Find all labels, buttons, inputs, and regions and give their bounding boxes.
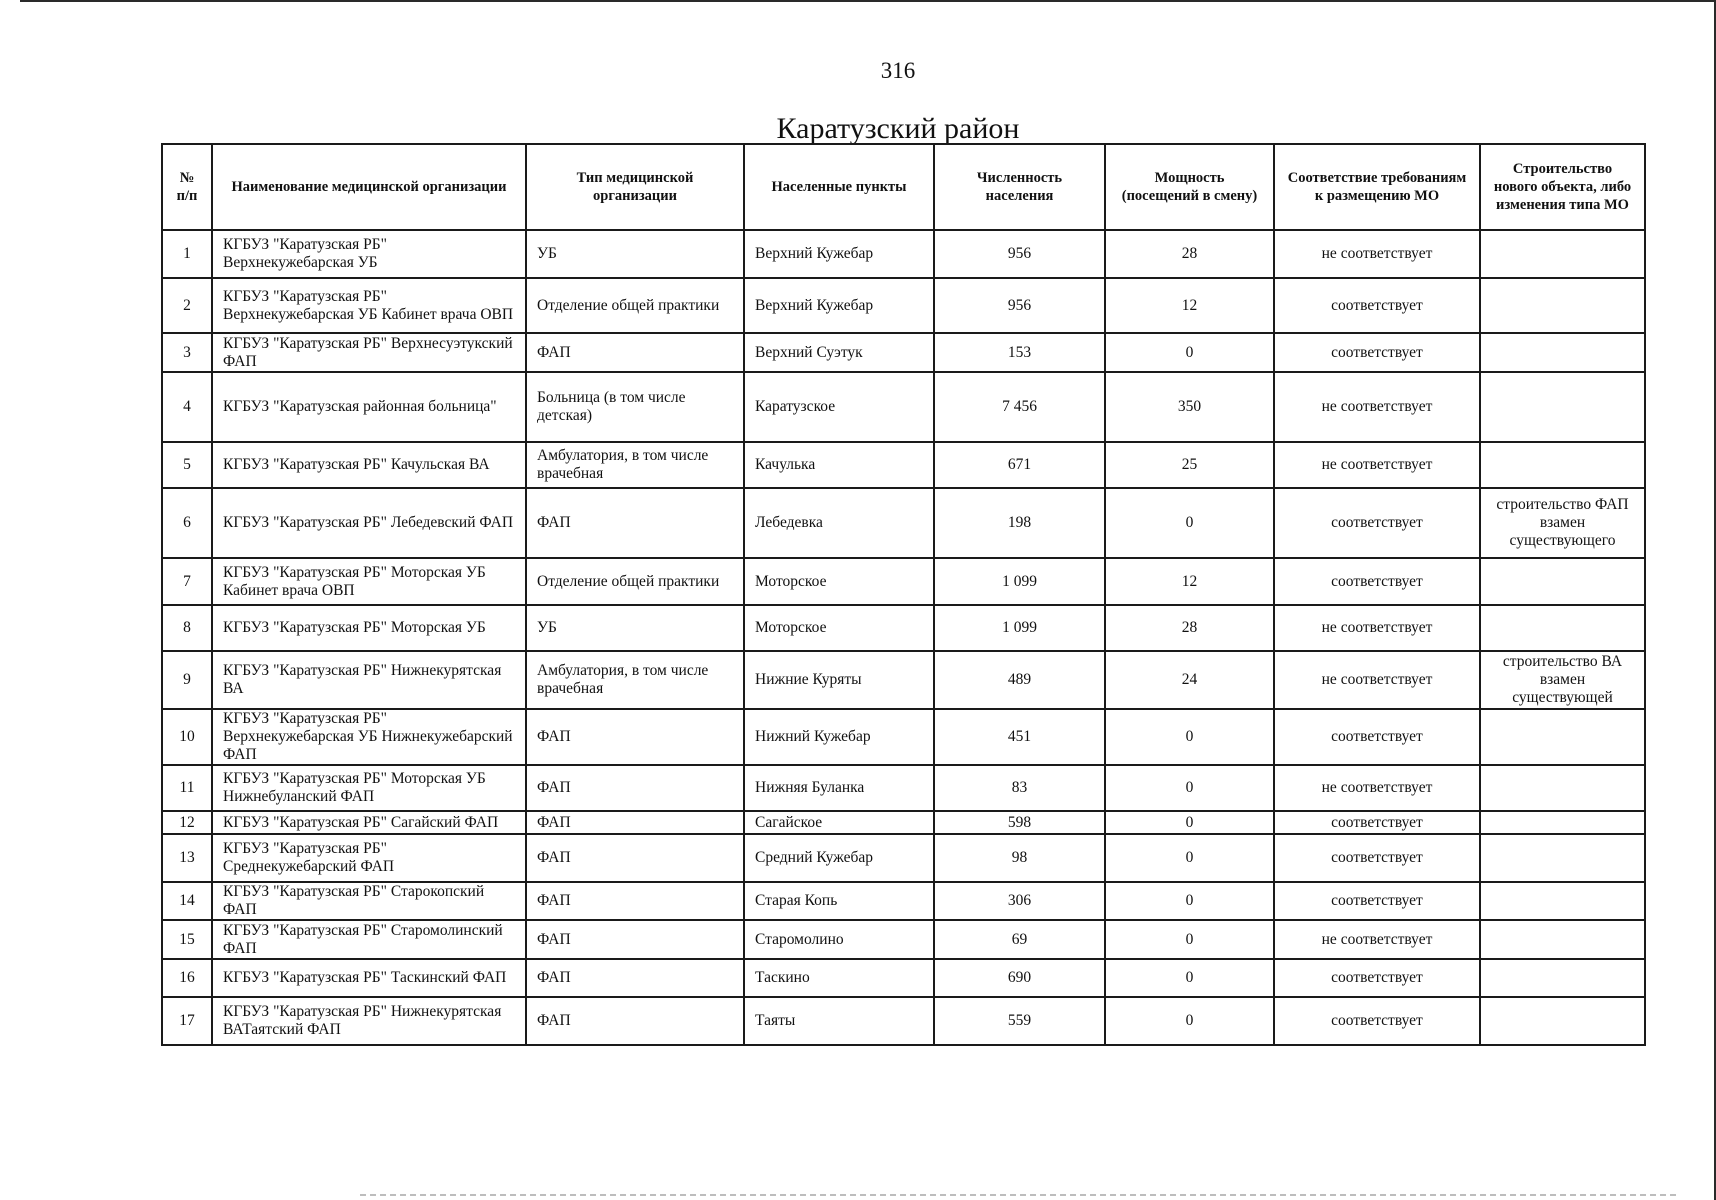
cell-capacity: 28 <box>1105 605 1274 651</box>
cell-number: 5 <box>162 442 212 488</box>
cell-settlement: Нижний Кужебар <box>744 709 934 765</box>
cell-population: 98 <box>934 834 1105 882</box>
cell-construction <box>1480 558 1645 605</box>
cell-construction: строительство ФАП взамен существующего <box>1480 488 1645 558</box>
cell-population: 690 <box>934 959 1105 997</box>
header-settlements: Населенные пункты <box>744 144 934 230</box>
cell-number: 4 <box>162 372 212 442</box>
cell-compliance: не соответствует <box>1274 372 1480 442</box>
cell-number: 3 <box>162 333 212 372</box>
cell-construction <box>1480 278 1645 333</box>
cell-capacity: 0 <box>1105 488 1274 558</box>
cell-organization-name: КГБУЗ "Каратузская районная больница" <box>212 372 526 442</box>
cell-construction <box>1480 605 1645 651</box>
cell-capacity: 12 <box>1105 278 1274 333</box>
cell-construction <box>1480 333 1645 372</box>
cell-settlement: Таяты <box>744 997 934 1045</box>
cell-construction <box>1480 709 1645 765</box>
cell-organization-name: КГБУЗ "Каратузская РБ" Нижнекурятская ВАТаятский ФАП <box>212 997 526 1045</box>
page-number: 316 <box>880 58 916 83</box>
cell-construction: строительство ВА взамен существующей <box>1480 651 1645 709</box>
cell-compliance: не соответствует <box>1274 765 1480 811</box>
cell-settlement: Таскино <box>744 959 934 997</box>
cell-number: 10 <box>162 709 212 765</box>
cell-organization-type: Отделение общей практики <box>526 278 744 333</box>
cell-population: 83 <box>934 765 1105 811</box>
cell-organization-name: КГБУЗ "Каратузская РБ" Верхнекужебарская УБ <box>212 230 526 278</box>
cell-settlement: Каратузское <box>744 372 934 442</box>
cell-organization-name: КГБУЗ "Каратузская РБ" Старокопский ФАП <box>212 882 526 920</box>
table-row <box>162 959 1645 997</box>
cell-capacity: 0 <box>1105 811 1274 834</box>
cell-compliance: соответствует <box>1274 558 1480 605</box>
cell-compliance: соответствует <box>1274 997 1480 1045</box>
cell-population: 956 <box>934 278 1105 333</box>
cell-construction <box>1480 834 1645 882</box>
table-row <box>162 372 1645 442</box>
cell-settlement: Старомолино <box>744 920 934 959</box>
cell-population: 956 <box>934 230 1105 278</box>
cell-compliance: не соответствует <box>1274 230 1480 278</box>
table-row <box>162 920 1645 959</box>
cell-settlement: Моторское <box>744 558 934 605</box>
cell-capacity: 12 <box>1105 558 1274 605</box>
scan-border-top <box>20 0 1716 2</box>
cell-organization-name: КГБУЗ "Каратузская РБ" Моторская УБ Нижнебуланский ФАП <box>212 765 526 811</box>
cell-compliance: соответствует <box>1274 488 1480 558</box>
cell-construction <box>1480 765 1645 811</box>
cell-organization-name: КГБУЗ "Каратузская РБ" Верхнекужебарская УБ Кабинет врача ОВП <box>212 278 526 333</box>
medical-organizations-table <box>161 143 1646 1046</box>
cell-number: 17 <box>162 997 212 1045</box>
cell-construction <box>1480 442 1645 488</box>
cell-settlement: Верхний Суэтук <box>744 333 934 372</box>
cell-organization-type: ФАП <box>526 882 744 920</box>
table-row <box>162 333 1645 372</box>
cell-organization-name: КГБУЗ "Каратузская РБ" Сагайский ФАП <box>212 811 526 834</box>
header-organization-name: Наименование медицинской организации <box>212 144 526 230</box>
cell-number: 13 <box>162 834 212 882</box>
cell-compliance: соответствует <box>1274 882 1480 920</box>
cell-settlement: Верхний Кужебар <box>744 230 934 278</box>
cell-capacity: 24 <box>1105 651 1274 709</box>
cell-construction <box>1480 230 1645 278</box>
header-capacity: Мощность (посещений в смену) <box>1105 144 1274 230</box>
cell-organization-type: ФАП <box>526 997 744 1045</box>
cell-capacity: 0 <box>1105 920 1274 959</box>
table-row <box>162 765 1645 811</box>
cell-organization-type: УБ <box>526 230 744 278</box>
cell-capacity: 0 <box>1105 882 1274 920</box>
table-row <box>162 442 1645 488</box>
cell-settlement: Моторское <box>744 605 934 651</box>
cell-number: 14 <box>162 882 212 920</box>
table-row <box>162 651 1645 709</box>
cell-population: 198 <box>934 488 1105 558</box>
cell-compliance: соответствует <box>1274 278 1480 333</box>
cell-capacity: 0 <box>1105 997 1274 1045</box>
cell-settlement: Сагайское <box>744 811 934 834</box>
scan-artifact-bottom <box>360 1194 1676 1196</box>
cell-compliance: соответствует <box>1274 834 1480 882</box>
cell-construction <box>1480 372 1645 442</box>
header-construction: Строительство нового объекта, либо изменения типа МО <box>1480 144 1645 230</box>
cell-organization-type: ФАП <box>526 488 744 558</box>
cell-population: 7 456 <box>934 372 1105 442</box>
cell-population: 69 <box>934 920 1105 959</box>
table-row <box>162 997 1645 1045</box>
header-number: № п/п <box>162 144 212 230</box>
cell-organization-name: КГБУЗ "Каратузская РБ" Верхнесуэтукский ФАП <box>212 333 526 372</box>
cell-organization-name: КГБУЗ "Каратузская РБ" Нижнекурятская ВА <box>212 651 526 709</box>
cell-compliance: соответствует <box>1274 333 1480 372</box>
header-population: Численность населения <box>934 144 1105 230</box>
table-row <box>162 230 1645 278</box>
cell-settlement: Верхний Кужебар <box>744 278 934 333</box>
cell-organization-type: Амбулатория, в том числе врачебная <box>526 651 744 709</box>
cell-settlement: Лебедевка <box>744 488 934 558</box>
cell-population: 489 <box>934 651 1105 709</box>
cell-capacity: 0 <box>1105 765 1274 811</box>
cell-capacity: 0 <box>1105 959 1274 997</box>
table-row <box>162 488 1645 558</box>
header-organization-type: Тип медицинской организации <box>526 144 744 230</box>
table-row <box>162 558 1645 605</box>
cell-construction <box>1480 882 1645 920</box>
cell-number: 9 <box>162 651 212 709</box>
cell-capacity: 0 <box>1105 333 1274 372</box>
table-row <box>162 882 1645 920</box>
table-row <box>162 709 1645 765</box>
cell-number: 6 <box>162 488 212 558</box>
cell-capacity: 0 <box>1105 709 1274 765</box>
cell-organization-name: КГБУЗ "Каратузская РБ" Среднекужебарский ФАП <box>212 834 526 882</box>
cell-organization-name: КГБУЗ "Каратузская РБ" Качульская ВА <box>212 442 526 488</box>
table-row <box>162 278 1645 333</box>
cell-organization-type: ФАП <box>526 959 744 997</box>
header-compliance: Соответствие требованиям к размещению МО <box>1274 144 1480 230</box>
table-body <box>162 230 1645 1045</box>
cell-number: 7 <box>162 558 212 605</box>
cell-capacity: 28 <box>1105 230 1274 278</box>
cell-compliance: соответствует <box>1274 811 1480 834</box>
cell-organization-type: ФАП <box>526 834 744 882</box>
cell-organization-name: КГБУЗ "Каратузская РБ" Лебедевский ФАП <box>212 488 526 558</box>
cell-population: 306 <box>934 882 1105 920</box>
cell-population: 598 <box>934 811 1105 834</box>
cell-population: 1 099 <box>934 605 1105 651</box>
cell-population: 153 <box>934 333 1105 372</box>
cell-organization-type: ФАП <box>526 811 744 834</box>
cell-organization-name: КГБУЗ "Каратузская РБ" Таскинский ФАП <box>212 959 526 997</box>
cell-number: 1 <box>162 230 212 278</box>
cell-construction <box>1480 920 1645 959</box>
cell-construction <box>1480 811 1645 834</box>
cell-organization-type: УБ <box>526 605 744 651</box>
cell-compliance: не соответствует <box>1274 442 1480 488</box>
cell-capacity: 0 <box>1105 834 1274 882</box>
cell-settlement: Качулька <box>744 442 934 488</box>
cell-organization-name: КГБУЗ "Каратузская РБ" Верхнекужебарская УБ Нижнекужебарский ФАП <box>212 709 526 765</box>
cell-organization-type: Больница (в том числе детская) <box>526 372 744 442</box>
cell-organization-type: ФАП <box>526 920 744 959</box>
table-row <box>162 605 1645 651</box>
cell-organization-name: КГБУЗ "Каратузская РБ" Моторская УБ <box>212 605 526 651</box>
cell-settlement: Средний Кужебар <box>744 834 934 882</box>
cell-compliance: не соответствует <box>1274 651 1480 709</box>
cell-capacity: 350 <box>1105 372 1274 442</box>
cell-capacity: 25 <box>1105 442 1274 488</box>
cell-population: 451 <box>934 709 1105 765</box>
cell-organization-type: ФАП <box>526 765 744 811</box>
cell-organization-type: ФАП <box>526 709 744 765</box>
cell-number: 15 <box>162 920 212 959</box>
cell-number: 2 <box>162 278 212 333</box>
cell-compliance: соответствует <box>1274 709 1480 765</box>
cell-population: 1 099 <box>934 558 1105 605</box>
table-header-row <box>162 144 1645 230</box>
table-row <box>162 811 1645 834</box>
cell-population: 671 <box>934 442 1105 488</box>
cell-organization-type: Отделение общей практики <box>526 558 744 605</box>
cell-settlement: Нижняя Буланка <box>744 765 934 811</box>
cell-construction <box>1480 959 1645 997</box>
cell-construction <box>1480 997 1645 1045</box>
page-title: Каратузский район <box>776 112 1020 145</box>
cell-number: 8 <box>162 605 212 651</box>
cell-organization-type: ФАП <box>526 333 744 372</box>
cell-number: 11 <box>162 765 212 811</box>
cell-compliance: соответствует <box>1274 959 1480 997</box>
cell-number: 12 <box>162 811 212 834</box>
table-row <box>162 834 1645 882</box>
cell-population: 559 <box>934 997 1105 1045</box>
cell-compliance: не соответствует <box>1274 920 1480 959</box>
cell-compliance: не соответствует <box>1274 605 1480 651</box>
cell-settlement: Нижние Куряты <box>744 651 934 709</box>
cell-organization-type: Амбулатория, в том числе врачебная <box>526 442 744 488</box>
cell-organization-name: КГБУЗ "Каратузская РБ" Старомолинский ФАП <box>212 920 526 959</box>
cell-settlement: Старая Копь <box>744 882 934 920</box>
cell-organization-name: КГБУЗ "Каратузская РБ" Моторская УБ Кабинет врача ОВП <box>212 558 526 605</box>
cell-number: 16 <box>162 959 212 997</box>
